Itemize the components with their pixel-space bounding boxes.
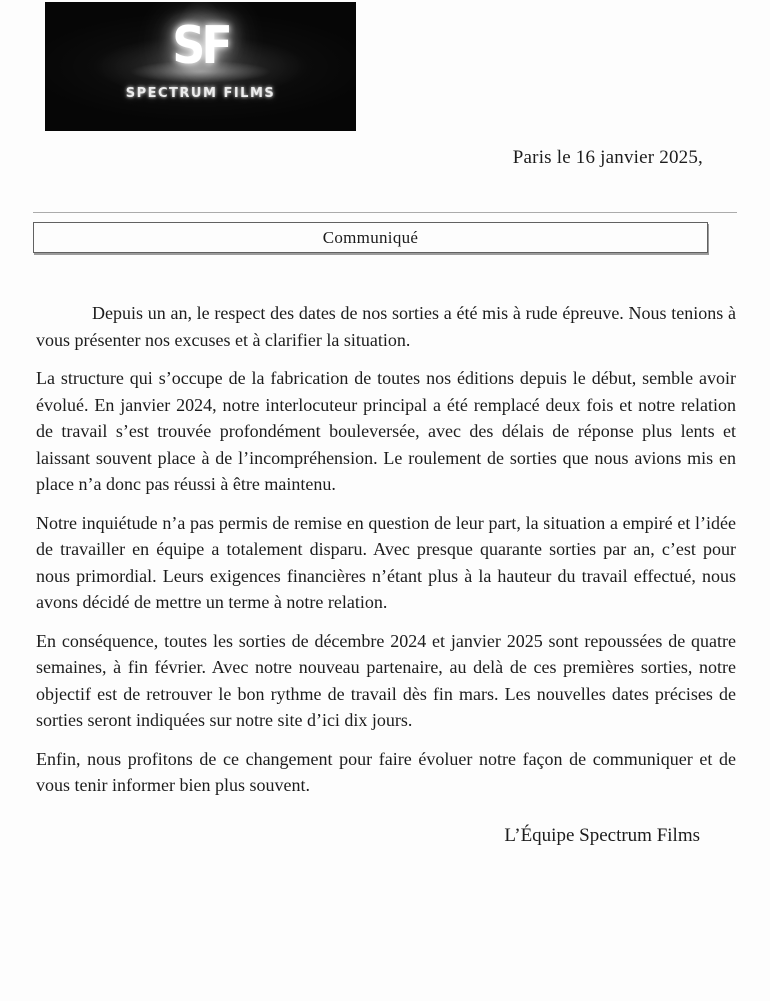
title-box: [33, 222, 708, 253]
paragraph: Notre inquiétude n’a pas permis de remise en question de leur part, la situation a empiré et l’idée de travailler en équipe a totalement disparu. Avec presque quarante sorties par an, c’est pour nous primordial. Leurs exigences financières n’étant plus à la hauteur du travail effectué, nous avons décidé de mettre un terme à notre relation.: [36, 512, 736, 612]
signature: L’Équipe Spectrum Films: [504, 824, 700, 846]
body-text: [36, 300, 736, 849]
sf-monogram: SF: [172, 14, 229, 76]
paragraph: La structure qui s’occupe de la fabrication de toutes nos éditions depuis le début, semble avoir évolué. En janvier 2024, notre interlocuteur principal a été remplacé deux fois et notre relation de travail s’est trouvée profondément bouleversée, avec des délais de réponse plus lents et laissant souvent place à de l’incompréhension. Le roulement de sorties que nous avions mis en place n’a donc pas réussi à être maintenu.: [36, 368, 736, 494]
document-title: Communiqué: [322, 228, 419, 247]
paragraph: Enfin, nous profitons de ce changement pour faire évoluer notre façon de communiquer et de vous tenir informer bien plus souvent.: [36, 748, 736, 795]
horizontal-rule: [33, 212, 737, 213]
logo-brand-text: SPECTRUM FILMS: [125, 86, 276, 101]
paragraph: En conséquence, toutes les sorties de décembre 2024 et janvier 2025 sont repoussées de quatre semaines, à fin février. Avec notre nouveau partenaire, au delà de ces premières sorties, notre objectif est de retrouver le bon rythme de travail dès fin mars. Les nouvelles dates précises de sorties seront indiquées sur notre site d’ici dix jours.: [36, 630, 736, 730]
paragraph: Depuis un an, le respect des dates de nos sorties a été mis à rude épreuve. Nous tenions à vous présenter nos excuses et à clarifier la situation.: [36, 303, 736, 350]
spectrum-films-logo: [45, 2, 356, 131]
date-line: Paris le 16 janvier 2025,: [512, 147, 703, 168]
